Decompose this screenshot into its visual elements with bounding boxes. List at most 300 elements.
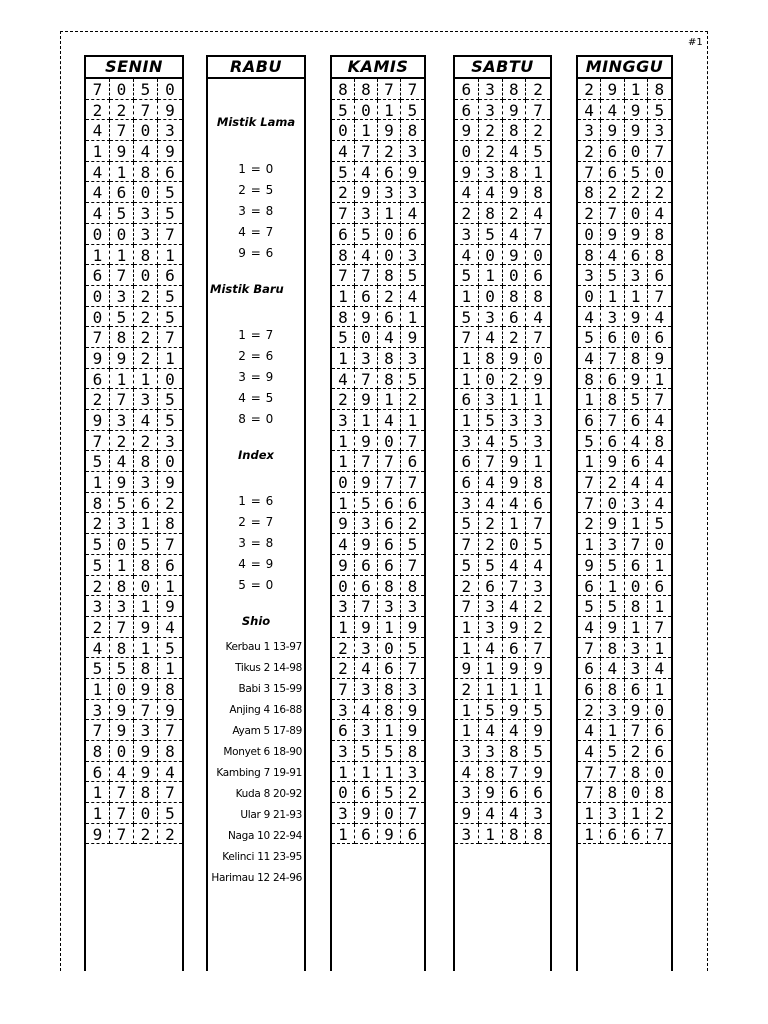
digit-cell: 1 xyxy=(86,472,110,493)
digit-cell: 7 xyxy=(110,803,134,824)
digit-cell: 9 xyxy=(134,679,158,700)
digit-cell: 7 xyxy=(158,224,182,245)
digit-cell: 8 xyxy=(378,679,401,700)
digit-cell: 1 xyxy=(601,720,624,741)
digit-cell: 3 xyxy=(401,679,424,700)
digit-cell: 1 xyxy=(601,576,624,597)
digit-cell: 9 xyxy=(503,451,527,472)
digit-cell: 0 xyxy=(86,286,110,307)
digit-cell: 8 xyxy=(625,348,648,369)
digit-cell: 7 xyxy=(578,638,601,659)
shio-item: Tikus 2 14-98 xyxy=(235,662,302,674)
digit-cell: 6 xyxy=(378,658,401,679)
digit-cell: 6 xyxy=(86,265,110,286)
digit-cell: 9 xyxy=(601,513,624,534)
digit-cell: 7 xyxy=(455,327,479,348)
digit-cell: 9 xyxy=(601,617,624,638)
digit-cell: 2 xyxy=(578,203,601,224)
digit-cell: 2 xyxy=(134,431,158,452)
digit-cell: 8 xyxy=(578,182,601,203)
digit-cell: 5 xyxy=(578,596,601,617)
digit-cell: 8 xyxy=(503,741,527,762)
digit-cell: 9 xyxy=(158,472,182,493)
digit-cell: 8 xyxy=(526,182,550,203)
frame-left-border xyxy=(60,31,61,971)
digit-cell: 4 xyxy=(479,493,503,514)
digit-cell: 9 xyxy=(86,824,110,845)
digit-cell: 3 xyxy=(86,700,110,721)
digit-cell: 2 xyxy=(625,741,648,762)
digit-cell: 3 xyxy=(332,596,355,617)
digit-cell: 1 xyxy=(86,782,110,803)
digit-cell: 4 xyxy=(158,617,182,638)
digit-cell: 4 xyxy=(378,327,401,348)
digit-cell: 7 xyxy=(479,451,503,472)
digit-cell: 5 xyxy=(401,100,424,121)
digit-cell: 0 xyxy=(578,224,601,245)
digit-cell: 5 xyxy=(86,451,110,472)
digit-cell: 4 xyxy=(648,493,671,514)
digit-cell: 1 xyxy=(332,617,355,638)
digit-cell: 5 xyxy=(526,141,550,162)
digit-cell: 5 xyxy=(455,513,479,534)
digit-cell: 2 xyxy=(578,141,601,162)
digit-cell: 6 xyxy=(526,493,550,514)
digit-cell: 4 xyxy=(503,224,527,245)
digit-cell: 4 xyxy=(648,203,671,224)
digit-cell: 9 xyxy=(601,451,624,472)
digit-cell: 0 xyxy=(134,576,158,597)
column-header: RABU xyxy=(208,55,304,79)
digit-cell: 9 xyxy=(503,182,527,203)
digit-cell: 5 xyxy=(110,203,134,224)
page-number: #1 xyxy=(688,37,703,48)
digit-cell: 7 xyxy=(158,720,182,741)
digit-cell: 6 xyxy=(455,79,479,100)
mistik-lama-item: 3 = 8 xyxy=(238,204,274,218)
digit-cell: 4 xyxy=(578,617,601,638)
shio-item: Monyet 6 18-90 xyxy=(223,746,302,758)
digit-cell: 4 xyxy=(355,162,378,183)
digit-cell: 0 xyxy=(134,120,158,141)
column-minggu xyxy=(576,55,673,971)
digit-cell: 7 xyxy=(110,120,134,141)
digit-cell: 7 xyxy=(526,638,550,659)
digit-cell: 1 xyxy=(332,493,355,514)
digit-cell: 9 xyxy=(134,762,158,783)
digit-cell: 9 xyxy=(86,410,110,431)
digit-cell: 2 xyxy=(86,389,110,410)
digit-cell: 0 xyxy=(134,265,158,286)
digit-cell: 5 xyxy=(601,265,624,286)
digit-cell: 8 xyxy=(648,245,671,266)
digit-cell: 5 xyxy=(378,782,401,803)
digit-cell: 9 xyxy=(601,79,624,100)
digit-cell: 2 xyxy=(378,286,401,307)
digit-cell: 8 xyxy=(601,389,624,410)
digit-cell: 5 xyxy=(648,513,671,534)
digit-cell: 6 xyxy=(578,679,601,700)
digit-cell: 2 xyxy=(526,120,550,141)
digit-cell: 8 xyxy=(401,741,424,762)
digit-cell: 3 xyxy=(455,224,479,245)
digit-cell: 1 xyxy=(648,369,671,390)
digit-cell: 2 xyxy=(332,389,355,410)
column-kamis xyxy=(330,55,426,971)
digit-cell: 1 xyxy=(110,555,134,576)
digit-cell: 7 xyxy=(110,265,134,286)
digit-cell: 3 xyxy=(601,307,624,328)
digit-cell: 0 xyxy=(158,79,182,100)
digit-cell: 4 xyxy=(332,141,355,162)
digit-cell: 3 xyxy=(401,762,424,783)
digit-cell: 6 xyxy=(625,555,648,576)
number-grid xyxy=(578,79,671,844)
digit-cell: 1 xyxy=(648,679,671,700)
digit-cell: 8 xyxy=(648,79,671,100)
column-rabu xyxy=(206,55,306,971)
digit-cell: 2 xyxy=(86,513,110,534)
digit-cell: 5 xyxy=(134,79,158,100)
digit-cell: 2 xyxy=(455,203,479,224)
digit-cell: 8 xyxy=(86,741,110,762)
digit-cell: 6 xyxy=(401,824,424,845)
digit-cell: 6 xyxy=(378,493,401,514)
digit-cell: 3 xyxy=(110,410,134,431)
digit-cell: 1 xyxy=(355,410,378,431)
digit-cell: 9 xyxy=(503,700,527,721)
digit-cell: 7 xyxy=(526,100,550,121)
digit-cell: 6 xyxy=(401,493,424,514)
digit-cell: 0 xyxy=(134,803,158,824)
digit-cell: 9 xyxy=(625,224,648,245)
digit-cell: 1 xyxy=(625,617,648,638)
digit-cell: 1 xyxy=(601,286,624,307)
digit-cell: 2 xyxy=(479,513,503,534)
digit-cell: 6 xyxy=(503,638,527,659)
digit-cell: 2 xyxy=(332,638,355,659)
digit-cell: 5 xyxy=(332,100,355,121)
digit-cell: 1 xyxy=(110,162,134,183)
digit-cell: 9 xyxy=(332,555,355,576)
shio-item: Ular 9 21-93 xyxy=(240,809,302,821)
digit-cell: 8 xyxy=(158,679,182,700)
digit-cell: 9 xyxy=(378,120,401,141)
digit-cell: 7 xyxy=(134,100,158,121)
digit-cell: 4 xyxy=(134,141,158,162)
digit-cell: 6 xyxy=(455,100,479,121)
digit-cell: 7 xyxy=(86,327,110,348)
digit-cell: 8 xyxy=(526,286,550,307)
digit-cell: 2 xyxy=(479,120,503,141)
digit-cell: 6 xyxy=(86,762,110,783)
digit-cell: 2 xyxy=(479,534,503,555)
digit-cell: 4 xyxy=(625,472,648,493)
digit-cell: 5 xyxy=(625,162,648,183)
digit-cell: 1 xyxy=(455,410,479,431)
digit-cell: 4 xyxy=(455,245,479,266)
digit-cell: 5 xyxy=(479,224,503,245)
digit-cell: 7 xyxy=(355,369,378,390)
digit-cell: 6 xyxy=(578,410,601,431)
digit-cell: 1 xyxy=(110,245,134,266)
digit-cell: 1 xyxy=(134,513,158,534)
digit-cell: 7 xyxy=(86,720,110,741)
digit-cell: 3 xyxy=(355,348,378,369)
digit-cell: 0 xyxy=(158,369,182,390)
digit-cell: 5 xyxy=(455,265,479,286)
shio-item: Ayam 5 17-89 xyxy=(232,725,302,737)
digit-cell: 2 xyxy=(332,182,355,203)
digit-cell: 3 xyxy=(110,286,134,307)
digit-cell: 4 xyxy=(526,555,550,576)
digit-cell: 1 xyxy=(110,369,134,390)
digit-cell: 1 xyxy=(455,700,479,721)
digit-cell: 3 xyxy=(479,596,503,617)
digit-cell: 4 xyxy=(503,596,527,617)
digit-cell: 4 xyxy=(479,720,503,741)
digit-cell: 2 xyxy=(578,79,601,100)
digit-cell: 7 xyxy=(601,410,624,431)
digit-cell: 9 xyxy=(479,782,503,803)
digit-cell: 5 xyxy=(158,307,182,328)
digit-cell: 0 xyxy=(110,534,134,555)
digit-cell: 3 xyxy=(401,596,424,617)
reference-panel xyxy=(208,79,304,969)
digit-cell: 3 xyxy=(455,741,479,762)
digit-cell: 5 xyxy=(648,100,671,121)
shio-item: Kuda 8 20-92 xyxy=(235,788,302,800)
digit-cell: 1 xyxy=(158,348,182,369)
digit-cell: 7 xyxy=(601,348,624,369)
digit-cell: 4 xyxy=(578,348,601,369)
digit-cell: 4 xyxy=(86,182,110,203)
digit-cell: 3 xyxy=(479,741,503,762)
digit-cell: 2 xyxy=(455,679,479,700)
digit-cell: 0 xyxy=(110,224,134,245)
digit-cell: 1 xyxy=(455,286,479,307)
digit-cell: 5 xyxy=(625,389,648,410)
digit-cell: 5 xyxy=(479,410,503,431)
digit-cell: 7 xyxy=(110,782,134,803)
digit-cell: 5 xyxy=(158,803,182,824)
digit-cell: 8 xyxy=(601,638,624,659)
digit-cell: 4 xyxy=(110,762,134,783)
digit-cell: 6 xyxy=(625,410,648,431)
digit-cell: 9 xyxy=(110,700,134,721)
digit-cell: 1 xyxy=(455,638,479,659)
mistik-baru-title: Mistik Baru xyxy=(210,282,284,296)
digit-cell: 3 xyxy=(578,120,601,141)
digit-cell: 9 xyxy=(526,762,550,783)
digit-cell: 5 xyxy=(158,182,182,203)
digit-cell: 4 xyxy=(648,410,671,431)
shio-item: Naga 10 22-94 xyxy=(227,830,302,842)
digit-cell: 1 xyxy=(455,720,479,741)
digit-cell: 3 xyxy=(355,720,378,741)
digit-cell: 5 xyxy=(86,555,110,576)
digit-cell: 5 xyxy=(110,493,134,514)
digit-cell: 5 xyxy=(601,555,624,576)
digit-cell: 2 xyxy=(134,348,158,369)
digit-cell: 9 xyxy=(401,162,424,183)
digit-cell: 9 xyxy=(503,348,527,369)
digit-cell: 7 xyxy=(378,472,401,493)
digit-cell: 8 xyxy=(503,120,527,141)
digit-cell: 2 xyxy=(86,617,110,638)
digit-cell: 0 xyxy=(378,431,401,452)
digit-cell: 7 xyxy=(378,451,401,472)
digit-cell: 8 xyxy=(86,493,110,514)
digit-cell: 7 xyxy=(455,596,479,617)
digit-cell: 8 xyxy=(134,658,158,679)
mistik-baru-item: 3 = 9 xyxy=(238,370,274,384)
digit-cell: 3 xyxy=(625,265,648,286)
digit-cell: 6 xyxy=(601,431,624,452)
digit-cell: 6 xyxy=(455,389,479,410)
digit-cell: 9 xyxy=(158,100,182,121)
digit-cell: 9 xyxy=(601,224,624,245)
digit-cell: 9 xyxy=(86,348,110,369)
digit-cell: 8 xyxy=(526,472,550,493)
digit-cell: 4 xyxy=(455,762,479,783)
digit-cell: 8 xyxy=(378,576,401,597)
digit-cell: 4 xyxy=(110,451,134,472)
digit-cell: 5 xyxy=(503,431,527,452)
mistik-baru-item: 4 = 5 xyxy=(238,391,274,405)
digit-cell: 7 xyxy=(503,576,527,597)
digit-cell: 3 xyxy=(134,203,158,224)
digit-cell: 8 xyxy=(110,576,134,597)
digit-cell: 5 xyxy=(526,534,550,555)
digit-cell: 9 xyxy=(355,472,378,493)
index-item: 2 = 7 xyxy=(238,515,274,529)
digit-cell: 3 xyxy=(332,700,355,721)
digit-cell: 6 xyxy=(332,224,355,245)
digit-cell: 5 xyxy=(401,534,424,555)
digit-cell: 7 xyxy=(526,224,550,245)
digit-cell: 7 xyxy=(401,658,424,679)
digit-cell: 5 xyxy=(355,493,378,514)
digit-cell: 7 xyxy=(158,327,182,348)
digit-cell: 9 xyxy=(625,369,648,390)
digit-cell: 3 xyxy=(134,389,158,410)
digit-cell: 4 xyxy=(86,162,110,183)
digit-cell: 1 xyxy=(378,389,401,410)
digit-cell: 5 xyxy=(158,203,182,224)
digit-cell: 0 xyxy=(110,679,134,700)
digit-cell: 2 xyxy=(503,327,527,348)
digit-cell: 3 xyxy=(401,348,424,369)
digit-cell: 1 xyxy=(479,658,503,679)
digit-cell: 4 xyxy=(601,245,624,266)
digit-cell: 9 xyxy=(110,141,134,162)
digit-cell: 3 xyxy=(526,431,550,452)
digit-cell: 2 xyxy=(332,658,355,679)
digit-cell: 6 xyxy=(332,720,355,741)
index-item: 1 = 6 xyxy=(238,494,274,508)
digit-cell: 3 xyxy=(378,596,401,617)
digit-cell: 7 xyxy=(110,824,134,845)
digit-cell: 8 xyxy=(378,265,401,286)
digit-cell: 6 xyxy=(503,782,527,803)
digit-cell: 9 xyxy=(158,596,182,617)
digit-cell: 6 xyxy=(355,286,378,307)
digit-cell: 7 xyxy=(578,782,601,803)
digit-cell: 1 xyxy=(378,203,401,224)
digit-cell: 5 xyxy=(158,286,182,307)
digit-cell: 4 xyxy=(134,410,158,431)
digit-cell: 3 xyxy=(355,679,378,700)
digit-cell: 4 xyxy=(503,493,527,514)
shio-item: Kelinci 11 23-95 xyxy=(222,851,302,863)
digit-cell: 3 xyxy=(110,596,134,617)
frame-top-border xyxy=(60,31,708,32)
digit-cell: 1 xyxy=(86,141,110,162)
digit-cell: 8 xyxy=(158,513,182,534)
digit-cell: 3 xyxy=(134,224,158,245)
digit-cell: 0 xyxy=(503,265,527,286)
digit-cell: 3 xyxy=(332,410,355,431)
digit-cell: 4 xyxy=(578,100,601,121)
mistik-baru-item: 1 = 7 xyxy=(238,328,274,342)
digit-cell: 9 xyxy=(355,617,378,638)
digit-cell: 1 xyxy=(332,286,355,307)
digit-cell: 0 xyxy=(625,203,648,224)
digit-cell: 8 xyxy=(134,162,158,183)
digit-cell: 5 xyxy=(110,307,134,328)
digit-cell: 2 xyxy=(86,100,110,121)
digit-cell: 3 xyxy=(378,182,401,203)
digit-cell: 1 xyxy=(158,576,182,597)
digit-cell: 0 xyxy=(378,245,401,266)
digit-cell: 8 xyxy=(134,245,158,266)
digit-cell: 1 xyxy=(625,513,648,534)
mistik-lama-item: 9 = 6 xyxy=(238,246,274,260)
digit-cell: 1 xyxy=(378,762,401,783)
digit-cell: 2 xyxy=(134,327,158,348)
digit-cell: 2 xyxy=(578,700,601,721)
digit-cell: 3 xyxy=(625,493,648,514)
digit-cell: 3 xyxy=(479,389,503,410)
digit-cell: 5 xyxy=(455,555,479,576)
digit-cell: 1 xyxy=(455,369,479,390)
digit-cell: 3 xyxy=(455,824,479,845)
digit-cell: 3 xyxy=(625,638,648,659)
digit-cell: 9 xyxy=(526,720,550,741)
digit-cell: 6 xyxy=(625,451,648,472)
digit-cell: 1 xyxy=(455,348,479,369)
digit-cell: 8 xyxy=(601,679,624,700)
digit-cell: 7 xyxy=(158,782,182,803)
digit-cell: 8 xyxy=(332,245,355,266)
number-grid xyxy=(332,79,424,844)
digit-cell: 9 xyxy=(503,658,527,679)
shio-item: Kerbau 1 13-97 xyxy=(225,641,302,653)
digit-cell: 3 xyxy=(355,513,378,534)
digit-cell: 4 xyxy=(355,658,378,679)
digit-cell: 6 xyxy=(86,369,110,390)
digit-cell: 7 xyxy=(503,762,527,783)
digit-cell: 4 xyxy=(648,307,671,328)
digit-cell: 4 xyxy=(355,245,378,266)
digit-cell: 9 xyxy=(355,534,378,555)
digit-cell: 7 xyxy=(355,265,378,286)
digit-cell: 9 xyxy=(355,307,378,328)
digit-cell: 0 xyxy=(479,286,503,307)
digit-cell: 0 xyxy=(625,141,648,162)
digit-cell: 2 xyxy=(110,100,134,121)
